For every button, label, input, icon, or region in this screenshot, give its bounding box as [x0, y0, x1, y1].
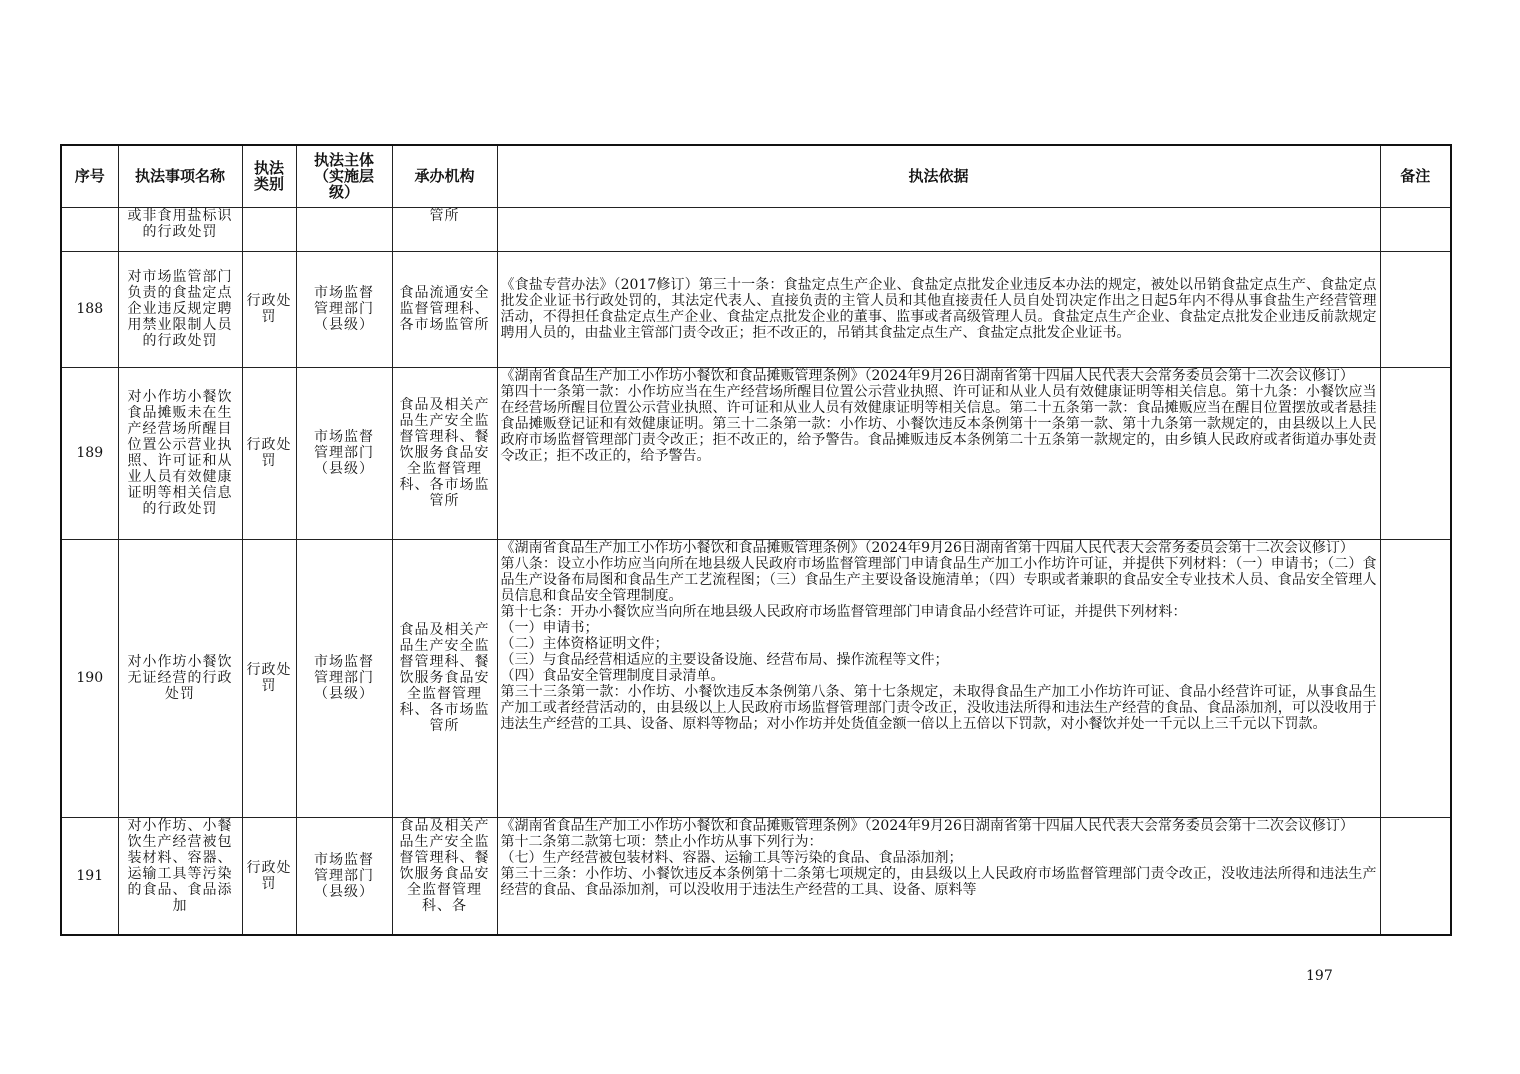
basis-line: （七）生产经营被包装材料、容器、运输工具等污染的食品、食品添加剂；: [500, 849, 963, 866]
basis-line: 第八条：设立小作坊应当向所在地县级人民政府市场监督管理部门申请食品生产加工小作坊许可证，并提供下列材料：（一）申请书；（二）食品生产设备布局图和食品生产工艺流程图；（三）食品生产主要设备设施清单；（四）专职或者兼职的食品安全专业技术人员、食品安全管理人员信息和食品安全管理制度。: [500, 555, 1377, 604]
enforcement-table: [60, 144, 1452, 936]
basis-line: （四）食品安全管理制度目录清单。: [500, 667, 725, 684]
row-basis: [497, 817, 1380, 935]
header-basis: 执法依据: [497, 145, 1380, 207]
continued-seq: [61, 207, 118, 251]
table-row: [61, 367, 1451, 539]
basis-line: （一）申请书；: [500, 619, 599, 636]
row-type: 行政处罚: [242, 251, 296, 367]
continued-agency: 管所: [392, 207, 497, 251]
header-agency: 承办机构: [392, 145, 497, 207]
continued-type: [242, 207, 296, 251]
continued-basis: [497, 207, 1380, 251]
table-row-continued: [61, 207, 1451, 251]
basis-line: 第三十三条：小作坊、小餐饮违反本条例第十二条第七项规定的，由县级以上人民政府市场监督管理部门责令改正，没收违法所得和违法生产经营的食品、食品添加剂，可以没收用于违法生产经营的工具、设备、原料等: [500, 865, 1377, 898]
table-row: [61, 539, 1451, 817]
row-basis: [497, 251, 1380, 367]
row-name: 对小作坊、小餐饮生产经营被包装材料、容器、运输工具等污染的食品、食品添加: [118, 817, 242, 935]
page-number: 197: [1306, 968, 1333, 984]
row-note: [1380, 817, 1451, 935]
row-seq: 188: [61, 251, 118, 367]
row-subject: 市场监督管理部门（县级）: [296, 817, 392, 935]
row-seq: 189: [61, 367, 118, 539]
row-basis: [497, 367, 1380, 539]
row-name: 对小作坊小餐饮无证经营的行政处罚: [118, 539, 242, 817]
basis-line: 第十七条：开办小餐饮应当向所在地县级人民政府市场监督管理部门申请食品小经营许可证，并提供下列材料：: [500, 603, 1187, 620]
basis-line: 《湖南省食品生产加工小作坊小餐饮和食品摊贩管理条例》（2024年9月26日湖南省第十四届人民代表大会常务委员会第十二次会议修订）: [500, 817, 1354, 834]
row-seq: 190: [61, 539, 118, 817]
basis-line: 《食盐专营办法》（2017修订）第三十一条：食盐定点生产企业、食盐定点批发企业违反本办法的规定，被处以吊销食盐定点生产、食盐定点批发企业证书行政处罚的，其法定代表人、直接负责的主管人员和其他直接责任人员自处罚决定作出之日起5年内不得从事食盐生产经营管理活动，不得担任食盐定点生产企业、食盐定点批发企业的董事、监事或者高级管理人员。食盐定点生产企业、食盐定点批发企业违反前款规定聘用人员的，由盐业主管部门责令改正；拒不改正的，吊销其食盐定点生产、食盐定点批发企业证书。: [500, 277, 1377, 341]
row-subject: 市场监督管理部门（县级）: [296, 539, 392, 817]
continued-name: 或非食用盐标识的行政处罚: [118, 207, 242, 251]
row-seq: 191: [61, 817, 118, 935]
row-note: [1380, 539, 1451, 817]
row-type: 行政处罚: [242, 367, 296, 539]
header-note: 备注: [1380, 145, 1451, 207]
basis-line: （二）主体资格证明文件；: [500, 635, 669, 652]
row-basis: [497, 539, 1380, 817]
continued-note: [1380, 207, 1451, 251]
basis-line: （三）与食品经营相适应的主要设备设施、经营布局、操作流程等文件；: [500, 651, 949, 668]
table-row: [61, 251, 1451, 367]
header-seq: 序号: [61, 145, 118, 207]
row-agency: 食品及相关产品生产安全监督管理科、餐饮服务食品安全监督管理科、各市场监管所: [392, 539, 497, 817]
row-agency: 食品流通安全监督管理科、各市场监管所: [392, 251, 497, 367]
table-row: [61, 817, 1451, 935]
row-type: 行政处罚: [242, 539, 296, 817]
basis-line: 第三十三条第一款：小作坊、小餐饮违反本条例第八条、第十七条规定，未取得食品生产加工小作坊许可证、食品小经营许可证，从事食品生产加工或者经营活动的，由县级以上人民政府市场监督管理部门责令改正，没收违法所得和违法生产经营的食品、食品添加剂，可以没收用于违法生产经营的工具、设备、原料等物品；对小作坊并处货值金额一倍以上五倍以下罚款，对小餐饮并处一千元以上三千元以下罚款。: [500, 683, 1377, 732]
row-note: [1380, 251, 1451, 367]
basis-line: 第十二条第二款第七项：禁止小作坊从事下列行为：: [500, 833, 823, 850]
header-type: 执法类别: [242, 145, 296, 207]
row-agency: 食品及相关产品生产安全监督管理科、餐饮服务食品安全监督管理科、各: [392, 817, 497, 935]
basis-line: 第四十一条第一款：小作坊应当在生产经营场所醒目位置公示营业执照、许可证和从业人员有效健康证明等相关信息。第十九条：小餐饮应当在经营场所醒目位置公示营业执照、许可证和从业人员有效健康证明等相关信息。第二十五条第一款：食品摊贩应当在醒目位置摆放或者悬挂食品摊贩登记证和有效健康证明。第三十二条第一款：小作坊、小餐饮违反本条例第十一条第一款、第十九条第一款规定的，由县级以上人民政府市场监督管理部门责令改正；拒不改正的，给予警告。食品摊贩违反本条例第二十五条第一款规定的，由乡镇人民政府或者街道办事处责令改正；拒不改正的，给予警告。: [500, 383, 1377, 464]
header-row: [61, 145, 1451, 207]
row-subject: 市场监督管理部门（县级）: [296, 251, 392, 367]
continued-subject: [296, 207, 392, 251]
row-note: [1380, 367, 1451, 539]
row-subject: 市场监督管理部门（县级）: [296, 367, 392, 539]
row-name: 对市场监管部门负责的食盐定点企业违反规定聘用禁业限制人员的行政处罚: [118, 251, 242, 367]
basis-line: 《湖南省食品生产加工小作坊小餐饮和食品摊贩管理条例》（2024年9月26日湖南省第十四届人民代表大会常务委员会第十二次会议修订）: [500, 539, 1354, 556]
row-name: 对小作坊小餐饮食品摊贩未在生产经营场所醒目位置公示营业执照、许可证和从业人员有效健康证明等相关信息的行政处罚: [118, 367, 242, 539]
header-subject: 执法主体（实施层级）: [296, 145, 392, 207]
row-type: 行政处罚: [242, 817, 296, 935]
header-name: 执法事项名称: [118, 145, 242, 207]
row-agency: 食品及相关产品生产安全监督管理科、餐饮服务食品安全监督管理科、各市场监管所: [392, 367, 497, 539]
basis-line: 《湖南省食品生产加工小作坊小餐饮和食品摊贩管理条例》（2024年9月26日湖南省第十四届人民代表大会常务委员会第十二次会议修订）: [500, 367, 1354, 384]
